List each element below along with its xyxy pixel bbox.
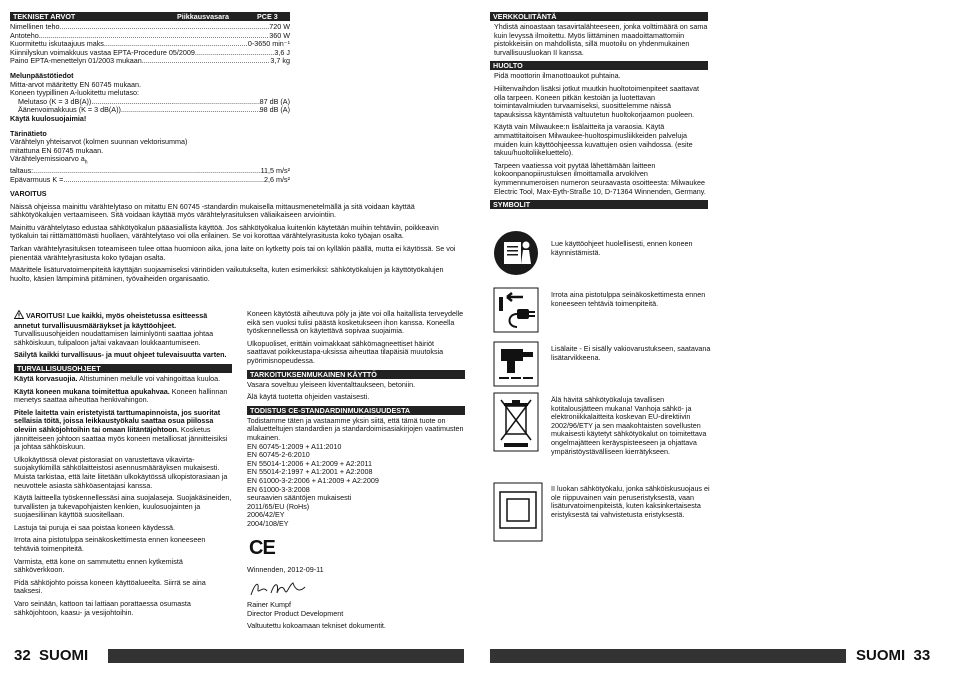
huolto-header: HUOLTO xyxy=(490,61,708,70)
huolto-paragraph: Tarpeen vaatiessa voit pyytää lähettämään laitteen kokoonpanopiirustuksen ilmoittamalla arvokilven kymmennumeroisen numeron seuraavasta osoitteesta: Milwaukee Electric Tool, Max-Eyth-Straße 10, D-71364 Winnenden, Germany. xyxy=(494,160,706,196)
spec-header-title: TEKNISET ARVOT xyxy=(13,12,76,21)
symbol-text: Lue käyttöohjeet huolellisesti, ennen koneen käynnistämistä. xyxy=(551,239,693,257)
spec-row xyxy=(10,23,290,32)
symbol-text: II luokan sähkötyökalu, jonka sähköiskusuojaus ei ole riippuvainen vain peruseristyksestä, vaan lisäturvatoimenpiteistä, kuten kaksinkertaisesta eristyksestä tai vahvistetusta eristyksestä. xyxy=(551,484,710,519)
signer-name: Rainer Kumpf xyxy=(247,600,291,610)
vibration-title: Tärinätieto xyxy=(10,128,47,138)
turva-header: TURVALLISUUSOHJEET xyxy=(14,364,232,373)
noise-spec-list xyxy=(10,98,290,115)
symbol-row xyxy=(493,287,723,337)
spec-value: 87 dB (A) xyxy=(259,96,290,106)
left-page-number: 32 SUOMI xyxy=(14,647,89,664)
turva-paragraph: Ulkokäytössä olevat pistorasiat on varustettava vikavirta-suojakytkimillä sähkölaitteistosi asennusmääräyksen mukaisesti. Muista tarkistaa, että laite liitetään ulkokäytössä ulkopistorasiaan ja neuvottele asiasta sähköasentajasi kanssa. xyxy=(14,454,228,490)
right-footer-bar xyxy=(490,649,846,663)
warning-title: VAROITUS xyxy=(10,189,47,198)
warning-block xyxy=(10,190,465,287)
noise-line-2: Koneen tyypillinen A-luokitettu melutaso: xyxy=(10,88,140,98)
spec-leader xyxy=(121,106,260,115)
turva-paragraph: Pidä sähköjohto poissa koneen käyttöalueelta. Siirrä se aina taaksesi. xyxy=(14,577,206,596)
left-col2 xyxy=(247,310,465,631)
todistus-line: EN 61000-3-3:2008 xyxy=(247,484,310,494)
spec-header-model: PCE 3 xyxy=(257,12,278,21)
noise-line-1: Mitta-arvot määritetty EN 60745 mukaan. xyxy=(10,79,142,89)
right-page-number: SUOMI 33 xyxy=(856,647,931,664)
turva-list xyxy=(14,375,232,617)
spec-row xyxy=(10,176,290,185)
todistus-line: Todistamme täten ja vastaamme yksin siitä, että tämä tuote on allaluetteltujen standardien ja standardoimisasiakirjojen vaatimusten mukainen. xyxy=(247,415,464,442)
symbol-row xyxy=(493,341,723,391)
symbol-row xyxy=(493,230,723,280)
spec-value: 0-3650 min⁻¹ xyxy=(247,39,290,49)
huolto-paragraph: Hiiltenvaihdon lisäksi jotkut muutkin huoltotoimenpiteet saattavat olla tarpeen. Koneen pitkän kestoiän ja luotettavan toimintavalmiuden turvaamiseksi, suosittelemme näissä tapauksissa käyntämistä valtuutetun huoltokorjaamon puoleen. xyxy=(494,83,699,119)
spec-label: Epävarmuus K = xyxy=(10,174,64,184)
spec-label: Nimellinen teho xyxy=(10,22,60,31)
spec-label: Kiinnilyskun voimakkuus vastaa EPTA-Procedure 05/2009 xyxy=(10,47,195,57)
weee-bin-icon xyxy=(493,392,539,452)
spec-value: 98 dB (A) xyxy=(259,105,290,115)
tark-header: TARKOITUKSENMUKAINEN KÄYTTÖ xyxy=(247,370,465,379)
noise-warning: Käytä kuulosuojaimia! xyxy=(10,113,87,123)
signature xyxy=(249,579,465,599)
vibration-line-3: Värähtelyemissioarvo $a_h$ xyxy=(10,154,88,166)
todistus-line: EN 60745-1:2009 + A11:2010 xyxy=(247,441,342,451)
warning-paragraph: Määrittele lisäturvatoimenpiteitä käyttäjän suojaamiseksi värinöiden vaikutukselta, kuten esimerkiksi: sähkötyökalujen ja käyttötyökalujen huolto, käsien lämpiminä pitäminen, työvaiheiden organisaatio. xyxy=(10,265,444,283)
left-footer-bar xyxy=(108,649,464,663)
read-manual-icon xyxy=(493,230,539,276)
emc-paragraph: Ulkopuoliset, erittäin voimakkaat sähkömagneettiset häiriöt saattavat poikkeustapa-uksissa aiheuttaa tilapäisiä muutoksia pyörimisnopeudessa. xyxy=(247,338,444,365)
turva-paragraph: Käytä korvasuojia. Altistuminen melulle voi vahingoittaa kuuloa. xyxy=(14,373,221,383)
symbol-row xyxy=(493,392,723,472)
todistus-line: 2006/42/EY xyxy=(247,510,285,520)
spec-leader xyxy=(63,176,264,185)
unplug-icon xyxy=(493,287,539,333)
todistus-line: 2011/65/EU (RoHs) xyxy=(247,501,310,511)
turva-paragraph: Käytä koneen mukana toimitettua apukahvaa. Koneen hallinnan menetys saattaa aiheuttaa henkivahingon. xyxy=(14,386,228,405)
class-ii-icon xyxy=(493,482,543,542)
symbol-row xyxy=(493,482,723,562)
todistus-line: EN 55014-2:1997 + A1:2001 + A2:2008 xyxy=(247,467,373,477)
todistus-header: TODISTUS CE-STANDARDINMUKAISUUDESTA xyxy=(247,406,465,415)
verkko-header: VERKKOLIITÄNTÄ xyxy=(490,12,708,21)
spec-value: 720 W xyxy=(269,22,290,31)
todistus-line: EN 61000-3-2:2006 + A1:2009 + A2:2009 xyxy=(247,475,379,485)
spec-value: 3,6 J xyxy=(274,47,290,57)
turva-paragraph: Varo seinään, kattoon tai lattiaan porattaessa osumasta sähköjohtoon, kaasu- ja vesijohtoihin. xyxy=(14,599,191,617)
turva-paragraph: Varmista, että kone on sammutettu ennen kytkemistä sähköverkkoon. xyxy=(14,556,183,575)
spec-value: 360 W xyxy=(269,30,290,40)
vibration-line-2: mitattuna EN 60745 mukaan. xyxy=(10,145,104,155)
spec-label: Äänenvoimakkuus (K = 3 dB(A)) xyxy=(18,105,121,115)
symbol-text: Älä hävitä sähkötyökaluja tavallisen kotitalousjätteen mukana! Vanhoja sähkö- ja elektroniikkalaitteita koskevan EU-direktiivin 2002/96/ETY ja sen maakohtaisten sovellusten mukaisesti käytetyt sähkötyökalut on toimitettava ongelmajätteen keräyspisteeseen ja ohjattava ympäristöystävälliseen kierrätykseen. xyxy=(551,395,707,456)
spec-leader xyxy=(142,57,271,66)
todistus-list xyxy=(247,417,465,529)
safety-column xyxy=(14,310,232,621)
vibration-spec-list xyxy=(10,167,290,184)
spec-row xyxy=(10,57,290,66)
turva-paragraph: Lastuja tai puruja ei saa poistaa koneen käydessä. xyxy=(14,522,176,532)
spec-label: Paino EPTA-menettelyn 01/2003 mukaan xyxy=(10,56,142,66)
dust-paragraph: Koneen käytöstä aiheutuva pöly ja jäte voi olla haitallista terveydelle eikä sen vuoksi tulisi päästä kosketukseen ihon kanssa. Koneella työskennellessä on käytettävä sopivaa suojaimia. xyxy=(247,309,464,336)
warning-paragraph: Tarkan värähtelyrasituksen toteamiseen tulee ottaa huomioon aika, jona laite on kytketty pois tai on kylläkin päällä, mutta ei käytössä. Se voi pienentää värähtelyrasitusta koko työajan osalta. xyxy=(10,243,456,262)
huolto-paragraph: Käytä vain Milwaukee:n lisälaitteita ja varaosia. Käytä ammattitaitoisen Milwaukee-huoltospimusliikkeiden palveluja muiden kuin käyttöohjeessa kuvattujen osien vaihdossa. (esite takuu/huoltoliikeluettelo). xyxy=(494,122,693,158)
spec-label: Antoteho xyxy=(10,30,39,40)
warning-paragraph: Mainittu värähtelytaso edustaa sähkötyökalun pääasiallista käyttöä. Jos sähkötyökalua kuitenkin käytetään muihin tehtäviin, poikkeavin työkaluin tai riittämättömästi huollaen, värähtelytaso voi olla erilainen. Se voi korottaa värähtelyrasitusta koko työajan osalta. xyxy=(10,222,439,241)
spec-value: 2,6 m/s² xyxy=(264,174,290,184)
spec-label: Kuormitettu iskutaajuus maks. xyxy=(10,39,106,49)
accessory-icon xyxy=(493,341,539,387)
spec-leader xyxy=(60,23,270,32)
todistus-line: seuraavien sääntöjen mukaisesti xyxy=(247,493,352,503)
warning-paragraph: Näissä ohjeissa mainittu värähtelytaso on mitattu EN 60745 -standardin mukaisella mittausmenetelmällä ja sitä voidaan käyttää sähkötyökalujen vertaamiseen. Sitä voidaan käyttää myös värähtelyrasituksen väliaikaiseen arviointiin. xyxy=(10,201,415,220)
symbol-text: Lisälaite - Ei sisälly vakiovarustukseen, saatavana lisätarvikkeena. xyxy=(551,344,711,362)
verkko-paragraph: Yhdistä ainoastaan tasavirtalähteeseen, jonka volttimäärä on sama kuin levyssä ilmoitettu. Myös liittäminen maadoittamattomiin pistokkeisiin on mahdollista, sillä muotoilu on yhdenmukainen turvallisuusluokan II kanssa. xyxy=(494,22,708,57)
safety-keep-note: Säilytä kaikki turvallisuus- ja muut ohjeet tulevaisuutta varten. xyxy=(14,350,227,360)
right-top-column xyxy=(490,12,708,211)
place-date: Winnenden, 2012-09-11 xyxy=(247,565,324,575)
turva-paragraph: Irrota aina pistotulppa seinäkoskettimesta ennen koneeseen tehtäviä toimenpiteitä. xyxy=(14,535,206,554)
signer-title: Director Product Development xyxy=(247,608,344,618)
spec-leader xyxy=(195,49,275,58)
spec-header-product: Piikkausvasara xyxy=(177,12,229,21)
vibration-line-1: Värähtelyn yhteisarvot (kolmen suunnan vektorisumma) xyxy=(10,137,188,147)
spec-label: taltaus: xyxy=(10,166,34,176)
todistus-line: 2004/108/EY xyxy=(247,518,289,528)
spec-header xyxy=(10,12,290,21)
todistus-line: EN 60745-2-6:2010 xyxy=(247,450,310,460)
spec-list xyxy=(10,23,290,66)
spec-value: 11,5 m/s² xyxy=(260,166,290,176)
turva-paragraph: Käytä laitteella työskennellessäsi aina suojalaseja. Suojakäsineiden, turvallisten ja tukevapohjaisten kenkien, kuulosuojainten ja suojaesiliinan käyttöä suositellaan. xyxy=(14,493,232,520)
todistus-line: EN 55014-1:2006 + A1:2009 + A2:2011 xyxy=(247,458,372,468)
symbolit-header: SYMBOLIT xyxy=(490,200,708,209)
spec-leader xyxy=(33,167,260,176)
noise-title: Melunpäästötiedot xyxy=(10,70,74,80)
safety-intro: VAROITUS! Lue kaikki, myös oheistetussa esitteessä annetut turvallisuusmääräykset ja käyttöohjeet. Turvallisuusohjeiden noudattamisen laiminlyönti saattaa johtaa sähköiskuun, tulipaloon ja/tai vakavaan loukkaantumiseen. xyxy=(14,311,214,347)
huolto-paragraph: Pidä moottorin ilmanottoaukot puhtaina. xyxy=(494,71,621,81)
authorization-line: Valtuutettu kokoamaan tekniset dokumentit. xyxy=(247,621,386,631)
tark-paragraph: Älä käytä tuotetta ohjeiden vastaisesti. xyxy=(247,392,370,402)
spec-value: 3,7 kg xyxy=(270,56,290,66)
symbol-text: Irrota aina pistotulppa seinäkoskettimesta ennen koneeseen tehtäviä toimenpiteitä. xyxy=(551,290,706,308)
ce-mark: CE xyxy=(249,537,275,560)
spec-label: Melutaso (K = 3 dB(A)) xyxy=(18,96,92,106)
turva-paragraph: Pitele laitetta vain eristetyistä tarttumapinnoista, jos suoritat sellaisia töitä, joissa leikkaustyökalu saattaa osua piilossa oleviin sähköjohtoihin tai omaan liitäntäjohtoon. Kosketus jännitteiseen johtoon saattaa myös koneen metalliosat jännitteisiksi ja johtaa sähköiskuun. xyxy=(14,407,228,452)
tark-paragraph: Vasara soveltuu yleiseen kiventalttaukseen, betoniin. xyxy=(247,379,416,389)
left-specs-block xyxy=(10,12,290,185)
